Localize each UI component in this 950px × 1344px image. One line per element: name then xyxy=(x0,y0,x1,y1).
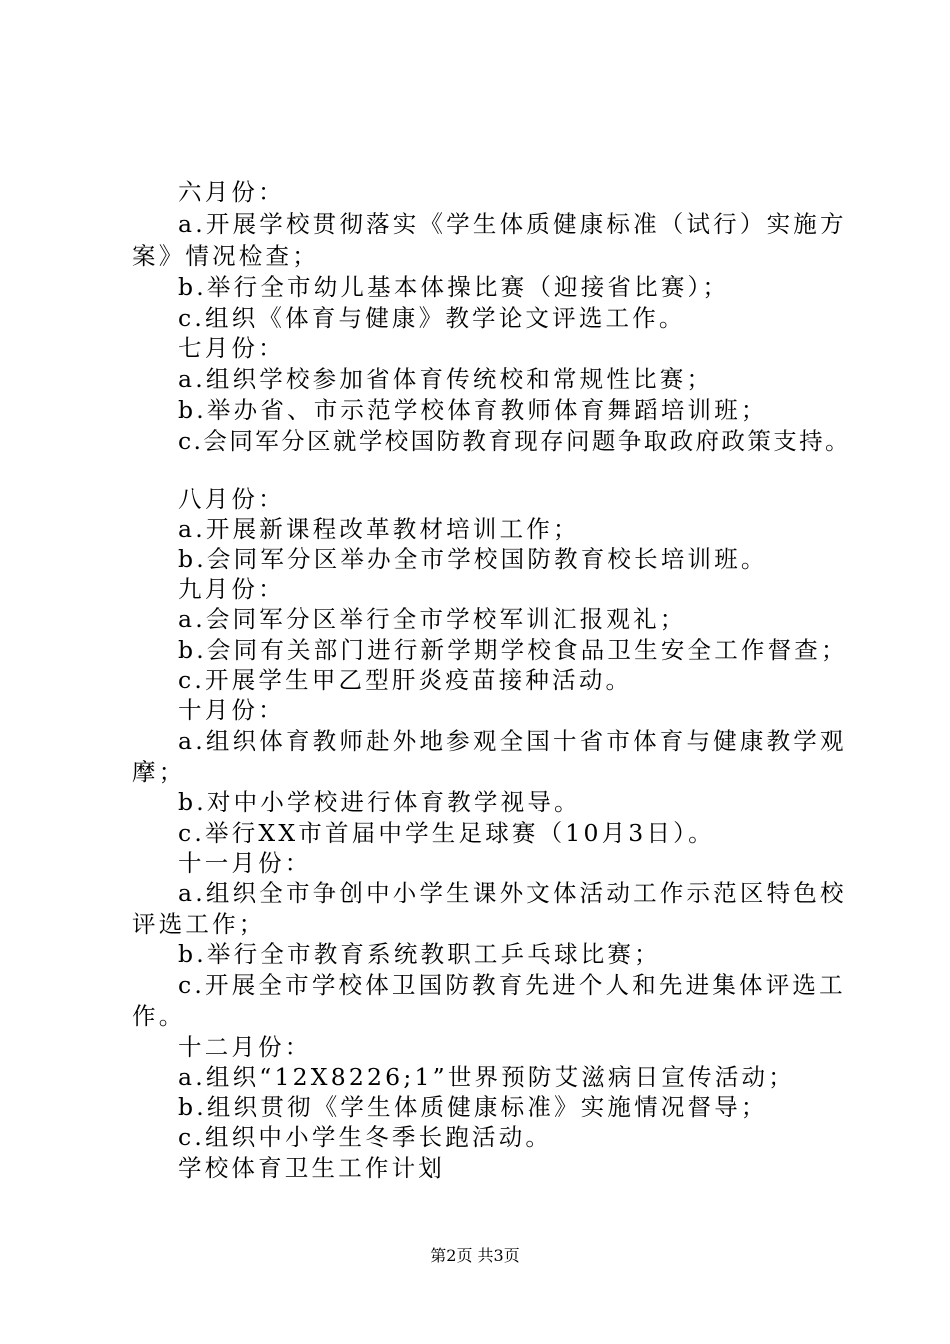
month-heading: 十二月份： xyxy=(178,1033,312,1061)
plan-item-continuation: 评选工作； xyxy=(132,910,266,938)
plan-item: a.会同军分区举行全市学校军训汇报观礼； xyxy=(178,605,687,633)
plan-item: c.举行XX市首届中学生足球赛（10月3日）。 xyxy=(178,819,715,847)
month-heading: 十一月份： xyxy=(178,849,312,877)
month-heading: 六月份： xyxy=(178,178,285,206)
plan-item-continuation: 作。 xyxy=(132,1002,186,1030)
plan-item: b.举行全市幼儿基本体操比赛（迎接省比赛）； xyxy=(178,273,730,301)
plan-item: a.开展学校贯彻落实《学生体质健康标准（试行）实施方 xyxy=(178,210,847,238)
document-title: 学校体育卫生工作计划 xyxy=(178,1154,445,1182)
plan-item: b.对中小学校进行体育教学视导。 xyxy=(178,788,581,816)
plan-item: c.开展学生甲乙型肝炎疫苗接种活动。 xyxy=(178,666,633,694)
month-heading: 七月份： xyxy=(178,334,285,362)
month-heading: 十月份： xyxy=(178,696,285,724)
plan-item: c.组织中小学生冬季长跑活动。 xyxy=(178,1123,553,1151)
plan-item-continuation: 摩； xyxy=(132,758,186,786)
plan-item-continuation: 案》情况检查； xyxy=(132,242,319,270)
plan-item: a.组织全市争创中小学生课外文体活动工作示范区特色校 xyxy=(178,879,847,907)
plan-item: b.举行全市教育系统教职工乒乓球比赛； xyxy=(178,940,661,968)
plan-item: a.组织学校参加省体育传统校和常规性比赛； xyxy=(178,365,714,393)
month-heading: 九月份： xyxy=(178,575,285,603)
plan-item: b.会同军分区举办全市学校国防教育校长培训班。 xyxy=(178,545,768,573)
plan-item: a.组织“12X8226;1”世界预防艾滋病日宣传活动； xyxy=(178,1063,795,1091)
plan-item: b.举办省、市示范学校体育教师体育舞蹈培训班； xyxy=(178,396,768,424)
month-heading: 八月份： xyxy=(178,485,285,513)
plan-item: c.组织《体育与健康》教学论文评选工作。 xyxy=(178,304,686,332)
plan-item: b.组织贯彻《学生体质健康标准》实施情况督导； xyxy=(178,1093,768,1121)
plan-item: c.开展全市学校体卫国防教育先进个人和先进集体评选工 xyxy=(178,971,846,999)
plan-item: b.会同有关部门进行新学期学校食品卫生安全工作督查； xyxy=(178,636,848,664)
page-footer: 第2页 共3页 xyxy=(430,1246,520,1265)
plan-item: c.会同军分区就学校国防教育现存问题争取政府政策支持。 xyxy=(178,427,851,455)
plan-item: a.开展新课程改革教材培训工作； xyxy=(178,515,580,543)
plan-item: a.组织体育教师赴外地参观全国十省市体育与健康教学观 xyxy=(178,727,847,755)
